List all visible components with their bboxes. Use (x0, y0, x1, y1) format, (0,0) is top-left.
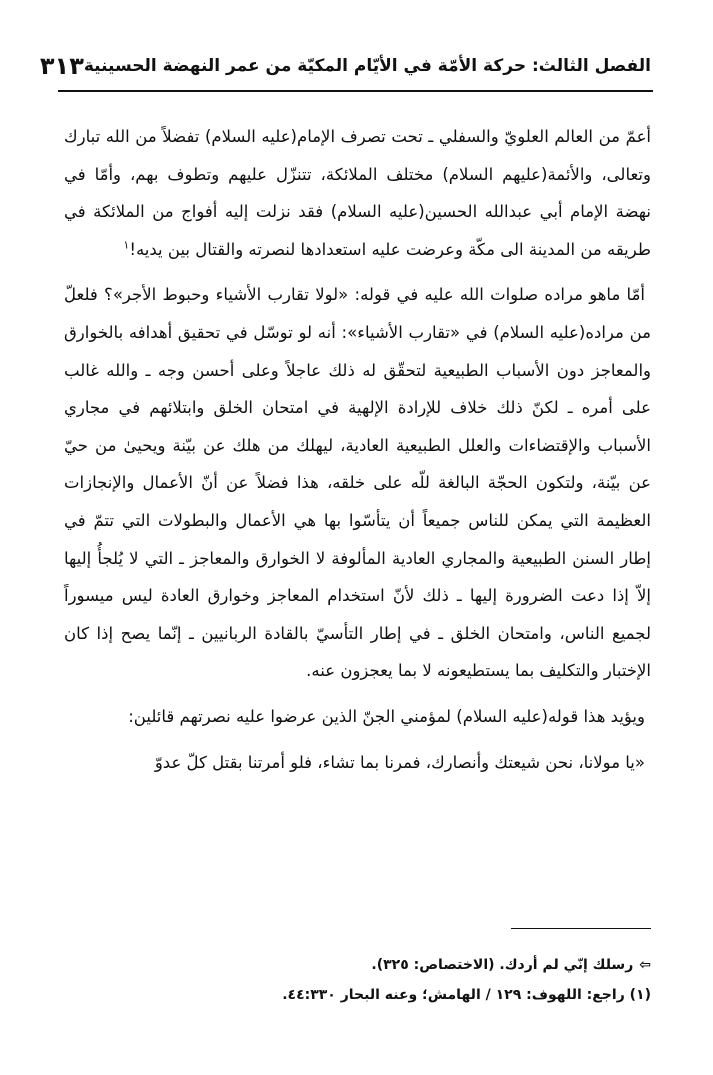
page-number: ٣١٣ (39, 52, 84, 80)
chapter-title: حركة الأمّة في الأيّام المكيّة من عمر النهضة الحسينية (83, 56, 527, 76)
paragraph (64, 118, 651, 268)
footnotes (64, 950, 651, 1010)
paragraph: «يا مولانا، نحن شيعتك وأنصارك، فمرنا بما تشاء، فلو أمرتنا بقتل كلّ عدوّ (154, 752, 645, 772)
footnote-continuation-text: رسلك إنّي لم أردك. (الاختصاص: ٣٢٥). (371, 957, 634, 973)
main-text (64, 118, 651, 789)
footnote-1: (١) راجع: اللهوف: ١٢٩ / الهامش؛ وعنه البحار ٤٤:٣٣٠. (282, 987, 651, 1003)
header-divider (58, 90, 653, 92)
chapter-label: الفصل الثالث: (532, 56, 651, 76)
running-header (39, 46, 651, 86)
footnote-divider (511, 928, 651, 929)
paragraph: ويؤيد هذا قوله(عليه السلام) لمؤمني الجنّ الذين عرضوا عليه نصرتهم قائلين: (128, 706, 645, 726)
paragraph-text: أعمّ من العالم العلويّ والسفلي ـ تحت تصرف الإمام(عليه السلام) تفضلاً من الله تبارك وتعالى، والأئمة(عليهم السلام) مختلف الملائكة، تتنزّل عليهم وتطوف بهم، وأمّا في نهضة الإمام أبي عبدالله الحسين(عليه السلام) فقد نزلت إليه أفواج من الملائكة في طريقه من المدينة الى مكّة وعرضت عليه استعدادها لنصرته والقتال بين يديه! (64, 127, 651, 259)
footnote-marker: ١ (123, 238, 130, 252)
paragraph: أمّا ماهو مراده صلوات الله عليه في قوله: «لولا تقارب الأشياء وحبوط الأجر»؟ فلعلّ من مراده(عليه السلام) في «تقارب الأشياء»: أنه لو توسّل في تحقيق أهدافه بالخوارق والمعاجز دون الأسباب الطبيعية لتحقّق له ذلك عاجلاً وعلى أحسن وجه ـ والله غالب على أمره ـ لكنّ ذلك خلاف للإرادة الإلهية في امتحان الخلق وابتلائهم في مجاري الأسباب والإقتضاءات والعلل الطبيعية العادية، ليهلك من هلك عن بيّنة ويحيىٰ من حيّ عن بيّنة، ولتكون الحجّة البالغة للّه على خلقه، هذا فضلاً عن أنّ الأعمال والإنجازات العظيمة التي يمكن للناس جميعاً أن يتأسّوا بها هي الأعمال والبطولات التي تتمّ في إطار السنن الطبيعية والمجاري العادية المألوفة لا الخوارق والمعاجز ـ التي لا يُلجأُ إليها إلاّ إذا دعت الضرورة إليها ـ ذلك لأنّ استخدام المعاجز وخوارق العادة ليس ميسوراً لجميع الناس، وامتحان الخلق ـ في إطار التأسيّ بالقادة الربانيين ـ إنّما يصح إذا كان الإختبار والتكليف بما يستطيعونه لا بما يعجزون عنه. (64, 285, 651, 681)
footnote-continuation (64, 950, 651, 980)
header-title (84, 56, 651, 76)
arrow-left-icon: ⇦ (639, 957, 651, 973)
